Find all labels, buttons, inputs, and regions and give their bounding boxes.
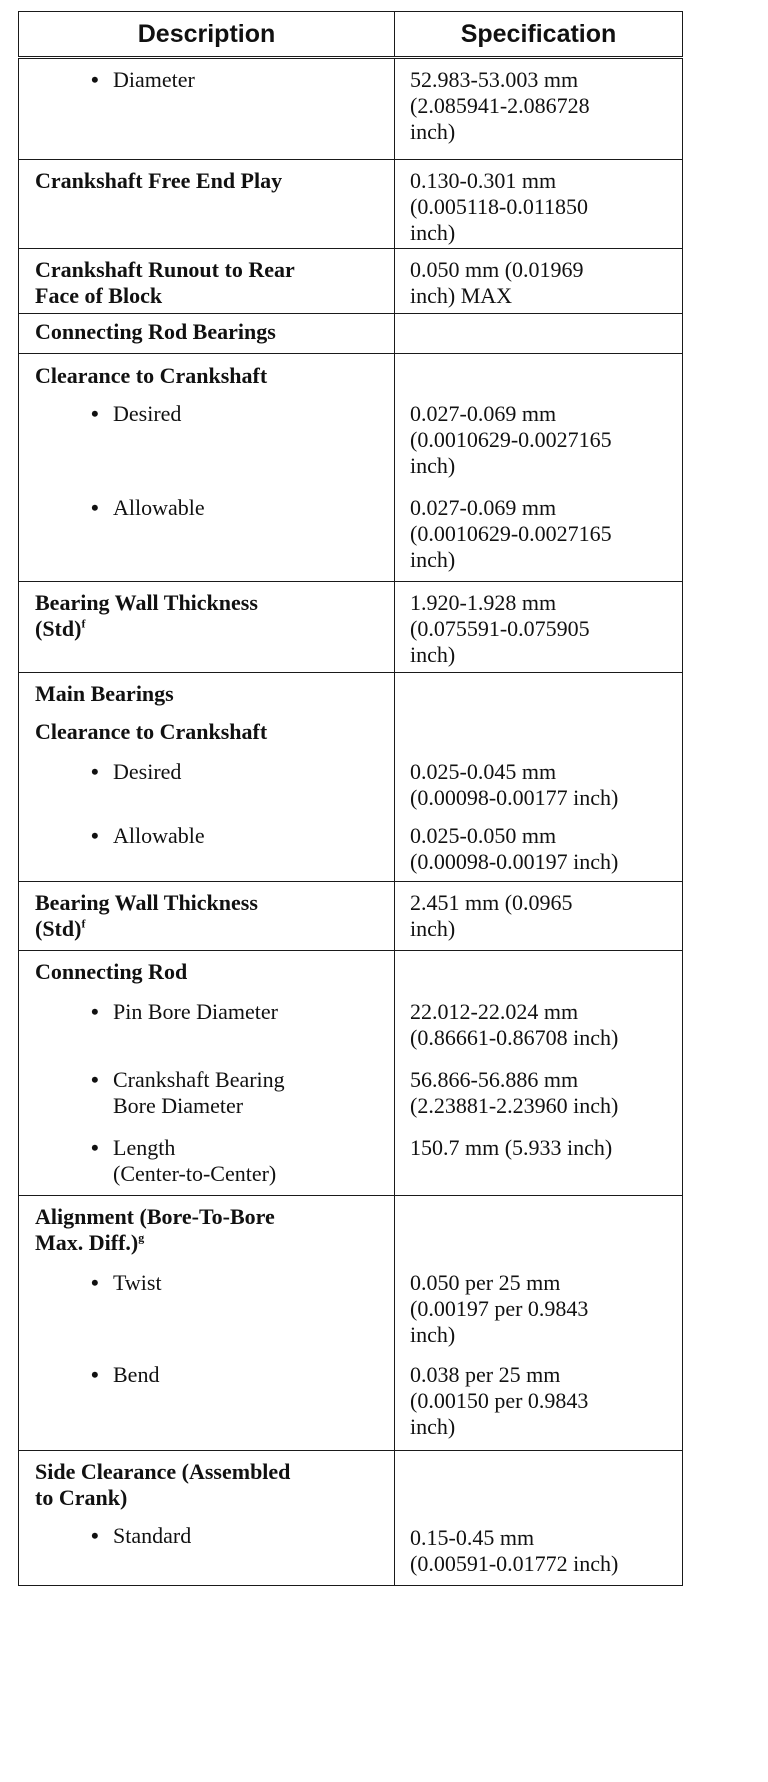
bullet-item: [35, 1067, 394, 1119]
description-cell: [19, 991, 395, 1061]
description-cell: [19, 393, 395, 487]
specification-cell: 150.7 mm (5.933 inch): [395, 1129, 683, 1196]
specification-cell: [395, 951, 683, 992]
specification-cell: [395, 1196, 683, 1265]
table-row: [19, 713, 683, 751]
bullet-item: • Pin Bore Diameter: [91, 999, 278, 1024]
description-cell: [19, 817, 395, 882]
description-cell: [19, 1264, 395, 1356]
specification-cell: 0.027-0.069 mm (0.0010629-0.0027165 inch): [395, 393, 683, 487]
description-cell: [19, 1129, 395, 1196]
bullet-item: • Bend: [91, 1362, 160, 1387]
description-cell: [19, 751, 395, 817]
specification-cell: [395, 713, 683, 751]
description-cell: Main Bearings: [19, 673, 395, 714]
bullet-item: • Allowable: [91, 495, 205, 520]
specification-cell: 56.866-56.886 mm (2.23881-2.23960 inch): [395, 1061, 683, 1129]
bullet-icon: •: [91, 1270, 99, 1295]
description-line: (Std)$^f$: [35, 916, 86, 941]
table-row: [19, 1264, 683, 1356]
description-cell: Clearance to Crankshaft: [19, 713, 395, 751]
bullet-item: • Standard: [91, 1523, 192, 1548]
bullet-icon: •: [91, 67, 99, 92]
specification-cell: [395, 314, 683, 354]
table-header-row: [19, 12, 683, 58]
table-row: [19, 582, 683, 673]
specification-cell: 22.012-22.024 mm (0.86661-0.86708 inch): [395, 991, 683, 1061]
table-row: [19, 249, 683, 314]
footnote-marker: f: [81, 916, 86, 931]
bullet-icon: •: [91, 1362, 99, 1387]
bullet-item: • Desired: [91, 759, 182, 784]
specification-cell: 0.050 mm (0.01969 inch) MAX: [395, 249, 683, 314]
specification-cell: 2.451 mm (0.0965 inch): [395, 882, 683, 951]
bullet-text: Length (Center-to-Center): [113, 1135, 277, 1186]
table-row: [19, 1356, 683, 1451]
description-cell: [19, 1517, 395, 1586]
specification-cell: 52.983-53.003 mm (2.085941-2.086728 inch): [395, 58, 683, 160]
specification-cell: 0.025-0.045 mm (0.00098-0.00177 inch): [395, 751, 683, 817]
specification-cell: 0.025-0.050 mm (0.00098-0.00197 inch): [395, 817, 683, 882]
specification-cell: 0.130-0.301 mm (0.005118-0.011850 inch): [395, 160, 683, 249]
table-row: [19, 951, 683, 992]
description-line: (Std)$^f$: [35, 616, 86, 641]
bullet-item: • Desired: [91, 401, 182, 426]
specification-cell: 0.038 per 25 mm (0.00150 per 0.9843 inch): [395, 1356, 683, 1451]
bullet-item: • Twist: [91, 1270, 162, 1295]
description-cell: Side Clearance (Assembled to Crank): [19, 1451, 395, 1518]
table-row: [19, 673, 683, 714]
specification-cell: 1.920-1.928 mm (0.075591-0.075905 inch): [395, 582, 683, 673]
description-cell: Bearing Wall Thickness (Std)$^f$: [19, 582, 395, 673]
bullet-icon: •: [91, 401, 99, 426]
bullet-icon: •: [91, 823, 99, 848]
footnote-marker: f: [81, 616, 86, 631]
bullet-icon: •: [91, 1135, 99, 1160]
bullet-icon: •: [91, 1523, 99, 1548]
specification-table: [18, 11, 683, 1586]
description-cell: Connecting Rod: [19, 951, 395, 992]
specification-cell: 0.027-0.069 mm (0.0010629-0.0027165 inch): [395, 487, 683, 582]
description-cell: [19, 487, 395, 582]
table-row: [19, 751, 683, 817]
table-row: [19, 1129, 683, 1196]
table-row: [19, 393, 683, 487]
table-row: [19, 58, 683, 160]
specification-cell: 0.15-0.45 mm (0.00591-0.01772 inch): [395, 1517, 683, 1586]
description-cell: Alignment (Bore-To-Bore Max. Diff.)$^g$: [19, 1196, 395, 1265]
description-cell: [19, 58, 395, 160]
table-row: [19, 817, 683, 882]
table-row: [19, 1061, 683, 1129]
description-cell: [19, 1356, 395, 1451]
specification-cell: [395, 1451, 683, 1518]
footnote-marker: g: [138, 1230, 145, 1245]
bullet-item: • Allowable: [91, 823, 205, 848]
table-row: [19, 1196, 683, 1265]
table-row: [19, 991, 683, 1061]
description-cell: Clearance to Crankshaft: [19, 354, 395, 394]
table-row: [19, 882, 683, 951]
bullet-icon: •: [91, 495, 99, 520]
bullet-icon: •: [91, 1067, 99, 1092]
specification-column-header: Specification: [395, 12, 683, 58]
description-column-header: Description: [19, 12, 395, 58]
table-row: [19, 314, 683, 354]
specification-cell: 0.050 per 25 mm (0.00197 per 0.9843 inch): [395, 1264, 683, 1356]
description-cell: Connecting Rod Bearings: [19, 314, 395, 354]
description-cell: Bearing Wall Thickness (Std)$^f$: [19, 882, 395, 951]
table-row: [19, 487, 683, 582]
bullet-icon: •: [91, 759, 99, 784]
table-row: [19, 1451, 683, 1518]
bullet-text: Crankshaft Bearing Bore Diameter: [113, 1067, 285, 1118]
bullet-item: • Diameter: [91, 67, 195, 92]
bullet-icon: •: [91, 999, 99, 1024]
description-cell: Crankshaft Free End Play: [19, 160, 395, 249]
table-row: [19, 354, 683, 394]
table-row: [19, 160, 683, 249]
bullet-item: [35, 1135, 394, 1187]
table-row: [19, 1517, 683, 1586]
description-cell: [19, 1061, 395, 1129]
specification-cell: [395, 354, 683, 394]
description-line: Max. Diff.)$^g$: [35, 1230, 145, 1255]
description-cell: Crankshaft Runout to Rear Face of Block: [19, 249, 395, 314]
specification-cell: [395, 673, 683, 714]
